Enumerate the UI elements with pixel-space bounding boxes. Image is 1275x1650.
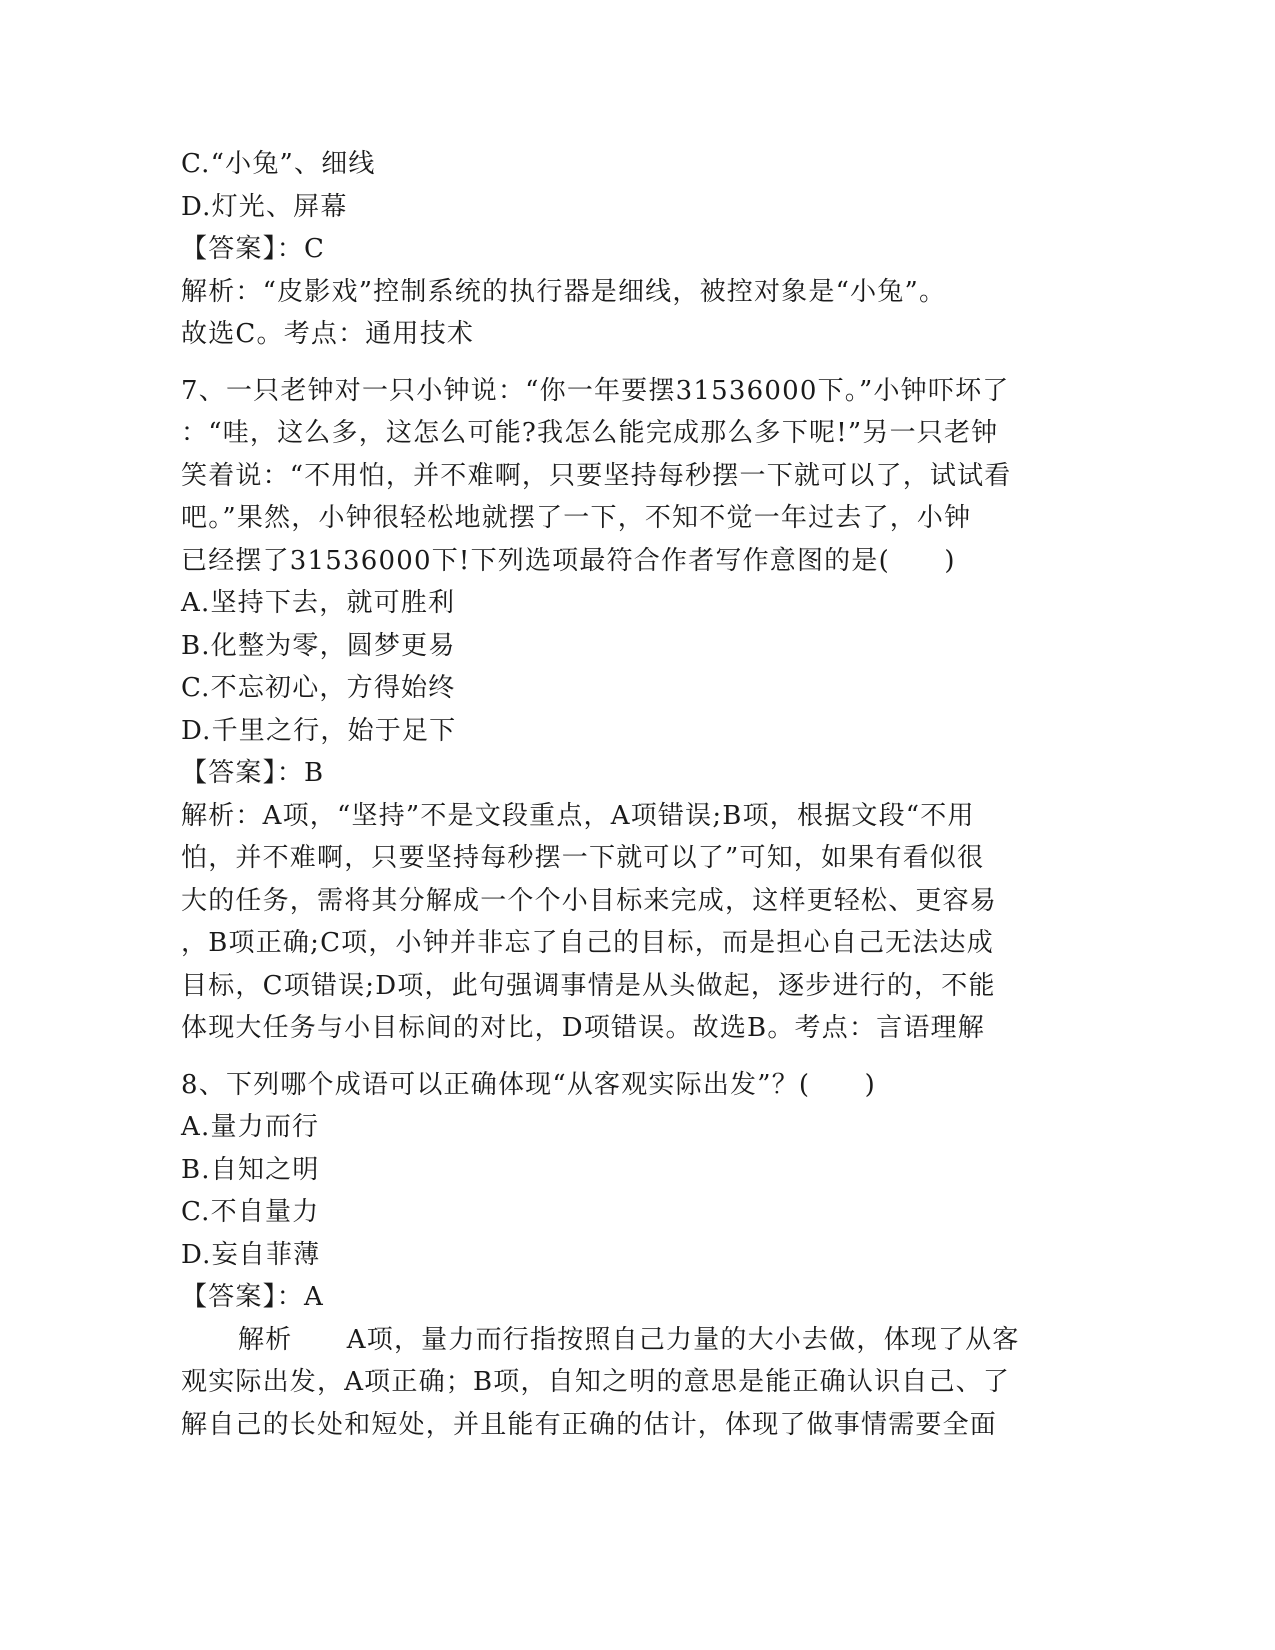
q7-answer: 【答案】：B: [181, 758, 325, 788]
q7-option-c: C.不忘初心，方得始终: [181, 673, 456, 703]
q6-option-c: C.“小兔”、细线: [181, 149, 376, 179]
q7-option-b: B.化整为零，圆梦更易: [181, 630, 456, 661]
q7-analysis-line: 目标，C项错误;D项，此句强调事情是从头做起，逐步进行的，不能: [181, 970, 996, 1001]
q7-analysis-line: 怕，并不难啊，只要坚持每秒摆一下就可以了”可知，如果有看似很: [181, 843, 985, 873]
q6-analysis-line: 解析：“皮影戏”控制系统的执行器是细线，被控对象是“小兔”。: [181, 276, 947, 307]
q6-analysis-line: 故选C。考点：通用技术: [181, 319, 475, 349]
q7-analysis-line: 解析：A项，“坚持”不是文段重点，A项错误;B项，根据文段“不用: [181, 800, 975, 831]
q6-answer: 【答案】：C: [181, 234, 326, 264]
q7-analysis-line: ，B项正确;C项，小钟并非忘了自己的目标，而是担心自己无法达成: [181, 928, 994, 958]
q7-option-a: A.坚持下去，就可胜利: [181, 588, 456, 618]
q8-option-a: A.量力而行: [181, 1112, 320, 1142]
q7-stem-line: 笑着说：“不用怕，并不难啊，只要坚持每秒摆一下就可以了，试试看: [181, 460, 1012, 491]
q6-option-d: D.灯光、屏幕: [181, 191, 348, 222]
q7-stem-line: 7、一只老钟对一只小钟说：“你一年要摆31536000下。”小钟吓坏了: [181, 375, 1010, 406]
q8-stem: 8、下列哪个成语可以正确体现“从客观实际出发”？( ): [181, 1069, 877, 1100]
question-gap: [181, 356, 1081, 370]
q7-analysis-line: 体现大任务与小目标间的对比，D项错误。故选B。考点：言语理解: [181, 1013, 985, 1043]
question-gap: [181, 1050, 1081, 1064]
q7-stem-line: 吧。”果然，小钟很轻松地就摆了一下，不知不觉一年过去了，小钟: [181, 503, 972, 533]
q7-option-d: D.千里之行，始于足下: [181, 715, 457, 746]
q7-stem-line: 已经摆了31536000下!下列选项最符合作者写作意图的是( ): [181, 545, 956, 576]
q7-analysis-line: 大的任务，需将其分解成一个个小目标来完成，这样更轻松、更容易: [181, 885, 998, 916]
q8-analysis-line: 解自己的长处和短处，并且能有正确的估计，体现了做事情需要全面: [181, 1409, 998, 1440]
q8-answer: 【答案】：A: [181, 1282, 324, 1312]
q8-option-d: D.妄自菲薄: [181, 1239, 321, 1270]
q8-option-b: B.自知之明: [181, 1154, 320, 1185]
q7-stem-line: ：“哇，这么多，这怎么可能?我怎么能完成那么多下呢!”另一只老钟: [181, 418, 999, 448]
q8-analysis-line: 观实际出发，A项正确；B项，自知之明的意思是能正确认识自己、了: [181, 1367, 1011, 1397]
q8-option-c: C.不自量力: [181, 1197, 320, 1227]
q8-analysis-line: 解析 A项，量力而行指按照自己力量的大小去做，体现了从客: [238, 1324, 1020, 1355]
document-page: [181, 143, 1081, 1446]
